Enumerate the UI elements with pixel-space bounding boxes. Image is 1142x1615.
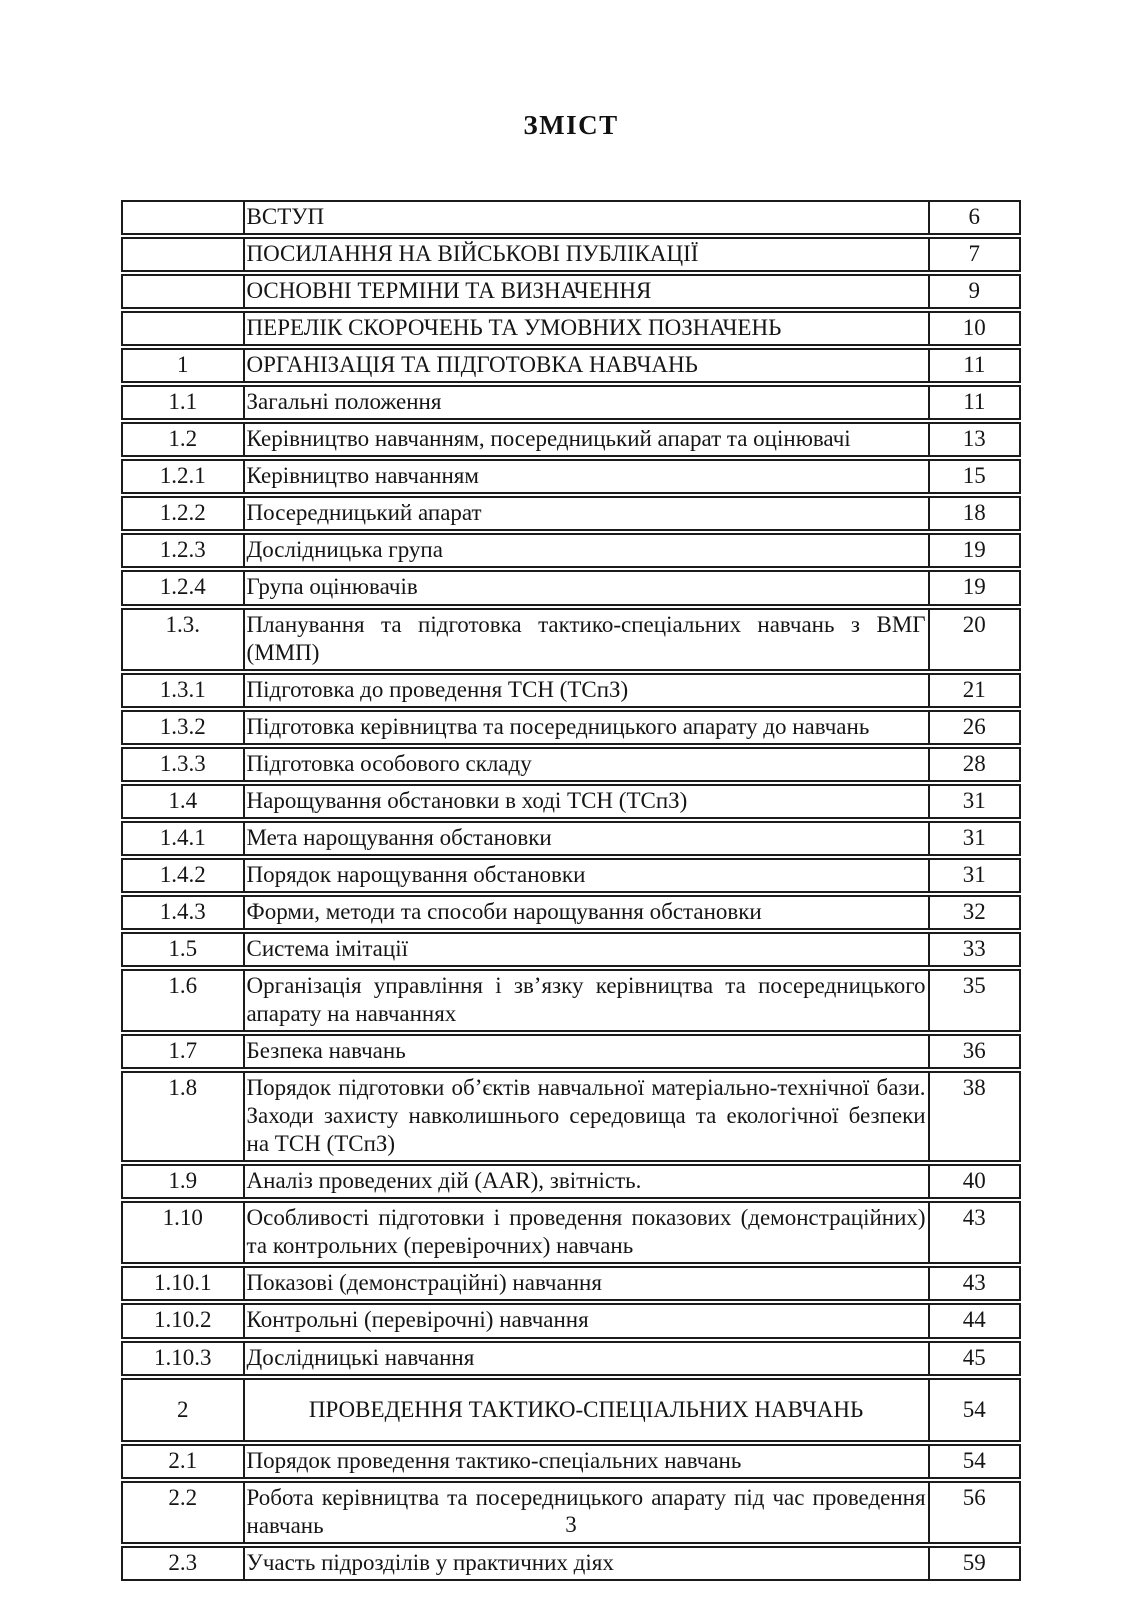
table-row bbox=[121, 710, 1021, 745]
toc-row-number: 2.3 bbox=[121, 1546, 243, 1581]
toc-row-title: Нарощування обстановки в ході ТСН (ТСпЗ) bbox=[243, 784, 928, 819]
toc-row-title: ОСНОВНІ ТЕРМІНИ ТА ВИЗНАЧЕННЯ bbox=[243, 274, 928, 309]
toc-row-page: 40 bbox=[928, 1164, 1021, 1199]
table-row bbox=[121, 1378, 1021, 1442]
toc-row-title: Організація управління і зв’язку керівництва та посередницького апарату на навчаннях bbox=[243, 969, 928, 1032]
toc-row-number: 1.3. bbox=[121, 608, 243, 671]
toc-row-number: 1.4.3 bbox=[121, 895, 243, 930]
toc-row-title: Керівництво навчанням, посередницький апарат та оцінювачі bbox=[243, 422, 928, 457]
toc-row-number: 1 bbox=[121, 348, 243, 383]
table-row bbox=[121, 385, 1021, 420]
toc-row-page: 32 bbox=[928, 895, 1021, 930]
toc-row-title: Робота керівництва та посередницького апарату під час проведення навчань bbox=[243, 1481, 928, 1544]
toc-row-number: 1.2.4 bbox=[121, 570, 243, 605]
table-row bbox=[121, 969, 1021, 1032]
toc-row-title: Дослідницькі навчання bbox=[243, 1341, 928, 1376]
toc-row-number: 1.2.2 bbox=[121, 496, 243, 531]
table-row bbox=[121, 1071, 1021, 1162]
table-row bbox=[121, 1034, 1021, 1069]
toc-row-number: 1.10 bbox=[121, 1201, 243, 1264]
toc-row-number: 1.10.3 bbox=[121, 1341, 243, 1376]
toc-row-number: 2 bbox=[121, 1378, 243, 1442]
table-row bbox=[121, 821, 1021, 856]
toc-row-title: Дослідницька група bbox=[243, 533, 928, 568]
toc-row-number: 1.10.1 bbox=[121, 1266, 243, 1301]
table-row bbox=[121, 311, 1021, 346]
toc-row-number: 1.4.2 bbox=[121, 858, 243, 893]
toc-row-title: Планування та підготовка тактико-спеціальних навчань з ВМГ (ММП) bbox=[243, 608, 928, 671]
toc-row-title: Особливості підготовки і проведення показових (демонстраційних) та контрольних (перевірочних) навчань bbox=[243, 1201, 928, 1264]
toc-row-page: 31 bbox=[928, 821, 1021, 856]
toc-row-page: 15 bbox=[928, 459, 1021, 494]
toc-row-title: Мета нарощування обстановки bbox=[243, 821, 928, 856]
toc-table-body bbox=[121, 200, 1021, 1581]
toc-row-page: 43 bbox=[928, 1201, 1021, 1264]
toc-row-title: Порядок проведення тактико-спеціальних навчань bbox=[243, 1444, 928, 1479]
toc-row-page: 20 bbox=[928, 608, 1021, 671]
toc-row-page: 56 bbox=[928, 1481, 1021, 1544]
toc-row-page: 54 bbox=[928, 1378, 1021, 1442]
toc-row-page: 43 bbox=[928, 1266, 1021, 1301]
toc-row-title: Посередницький апарат bbox=[243, 496, 928, 531]
toc-row-title: Порядок нарощування обстановки bbox=[243, 858, 928, 893]
toc-row-page: 18 bbox=[928, 496, 1021, 531]
table-row bbox=[121, 533, 1021, 568]
toc-row-title: ОРГАНІЗАЦІЯ ТА ПІДГОТОВКА НАВЧАНЬ bbox=[243, 348, 928, 383]
toc-row-page: 19 bbox=[928, 533, 1021, 568]
toc-row-title: Контрольні (перевірочні) навчання bbox=[243, 1303, 928, 1338]
toc-row-title: Форми, методи та способи нарощування обстановки bbox=[243, 895, 928, 930]
toc-row-title: Показові (демонстраційні) навчання bbox=[243, 1266, 928, 1301]
toc-row-page: 59 bbox=[928, 1546, 1021, 1581]
toc-row-title: Аналіз проведених дій (AAR), звітність. bbox=[243, 1164, 928, 1199]
toc-row-page: 35 bbox=[928, 969, 1021, 1032]
toc-row-page: 11 bbox=[928, 385, 1021, 420]
toc-row-number: 1.3.1 bbox=[121, 673, 243, 708]
toc-row-page: 38 bbox=[928, 1071, 1021, 1162]
table-row bbox=[121, 1341, 1021, 1376]
table-row bbox=[121, 747, 1021, 782]
table-row bbox=[121, 422, 1021, 457]
toc-row-number: 1.4.1 bbox=[121, 821, 243, 856]
table-row bbox=[121, 237, 1021, 272]
toc-row-number bbox=[121, 200, 243, 235]
toc-row-number bbox=[121, 237, 243, 272]
toc-row-title: Група оцінювачів bbox=[243, 570, 928, 605]
toc-row-page: 44 bbox=[928, 1303, 1021, 1338]
toc-row-title: Керівництво навчанням bbox=[243, 459, 928, 494]
toc-row-number: 2.1 bbox=[121, 1444, 243, 1479]
table-row bbox=[121, 784, 1021, 819]
table-row bbox=[121, 1303, 1021, 1338]
toc-row-title: ПРОВЕДЕННЯ ТАКТИКО-СПЕЦІАЛЬНИХ НАВЧАНЬ bbox=[243, 1378, 928, 1442]
table-row bbox=[121, 858, 1021, 893]
toc-row-number: 1.3.3 bbox=[121, 747, 243, 782]
toc-row-title: Загальні положення bbox=[243, 385, 928, 420]
table-row bbox=[121, 459, 1021, 494]
table-row bbox=[121, 348, 1021, 383]
toc-row-number: 1.7 bbox=[121, 1034, 243, 1069]
toc-row-number: 1.5 bbox=[121, 932, 243, 967]
table-row bbox=[121, 1546, 1021, 1581]
table-row bbox=[121, 1201, 1021, 1264]
toc-row-number: 1.1 bbox=[121, 385, 243, 420]
toc-row-title: Підготовка особового складу bbox=[243, 747, 928, 782]
toc-row-page: 7 bbox=[928, 237, 1021, 272]
toc-row-page: 6 bbox=[928, 200, 1021, 235]
toc-row-number: 1.3.2 bbox=[121, 710, 243, 745]
footer-page-number: 3 bbox=[565, 1512, 577, 1537]
toc-row-page: 31 bbox=[928, 784, 1021, 819]
toc-row-title: ВСТУП bbox=[243, 200, 928, 235]
toc-row-page: 11 bbox=[928, 348, 1021, 383]
toc-row-number: 1.10.2 bbox=[121, 1303, 243, 1338]
toc-row-page: 21 bbox=[928, 673, 1021, 708]
page-title: ЗМІСТ bbox=[523, 110, 619, 140]
toc-row-number: 1.8 bbox=[121, 1071, 243, 1162]
toc-row-page: 28 bbox=[928, 747, 1021, 782]
toc-row-title: Підготовка керівництва та посередницького апарату до навчань bbox=[243, 710, 928, 745]
toc-row-page: 9 bbox=[928, 274, 1021, 309]
toc-row-page: 54 bbox=[928, 1444, 1021, 1479]
toc-row-title: Порядок підготовки об’єктів навчальної матеріально-технічної бази. Заходи захисту навколишнього середовища та екологічної безпеки на ТСН (ТСпЗ) bbox=[243, 1071, 928, 1162]
table-row bbox=[121, 570, 1021, 605]
table-row bbox=[121, 274, 1021, 309]
toc-row-title: ПОСИЛАННЯ НА ВІЙСЬКОВІ ПУБЛІКАЦІЇ bbox=[243, 237, 928, 272]
table-row bbox=[121, 1444, 1021, 1479]
toc-row-title: Участь підрозділів у практичних діях bbox=[243, 1546, 928, 1581]
table-row bbox=[121, 673, 1021, 708]
toc-row-page: 26 bbox=[928, 710, 1021, 745]
toc-row-number: 2.2 bbox=[121, 1481, 243, 1544]
toc-row-page: 33 bbox=[928, 932, 1021, 967]
toc-row-title: ПЕРЕЛІК СКОРОЧЕНЬ ТА УМОВНИХ ПОЗНАЧЕНЬ bbox=[243, 311, 928, 346]
toc-row-page: 19 bbox=[928, 570, 1021, 605]
toc-row-page: 45 bbox=[928, 1341, 1021, 1376]
toc-row-number bbox=[121, 311, 243, 346]
table-row bbox=[121, 895, 1021, 930]
toc-table bbox=[121, 198, 1021, 1583]
toc-row-page: 13 bbox=[928, 422, 1021, 457]
toc-row-page: 31 bbox=[928, 858, 1021, 893]
toc-row-page: 36 bbox=[928, 1034, 1021, 1069]
toc-row-title: Підготовка до проведення ТСН (ТСпЗ) bbox=[243, 673, 928, 708]
table-row bbox=[121, 496, 1021, 531]
table-row bbox=[121, 1266, 1021, 1301]
toc-row-title: Безпека навчань bbox=[243, 1034, 928, 1069]
toc-row-number: 1.9 bbox=[121, 1164, 243, 1199]
toc-row-number bbox=[121, 274, 243, 309]
table-row bbox=[121, 1164, 1021, 1199]
toc-row-title: Система імітації bbox=[243, 932, 928, 967]
table-row bbox=[121, 200, 1021, 235]
toc-row-number: 1.2.3 bbox=[121, 533, 243, 568]
toc-row-number: 1.6 bbox=[121, 969, 243, 1032]
toc-row-number: 1.2 bbox=[121, 422, 243, 457]
table-row bbox=[121, 932, 1021, 967]
toc-row-number: 1.2.1 bbox=[121, 459, 243, 494]
toc-row-number: 1.4 bbox=[121, 784, 243, 819]
table-row bbox=[121, 608, 1021, 671]
toc-row-page: 10 bbox=[928, 311, 1021, 346]
